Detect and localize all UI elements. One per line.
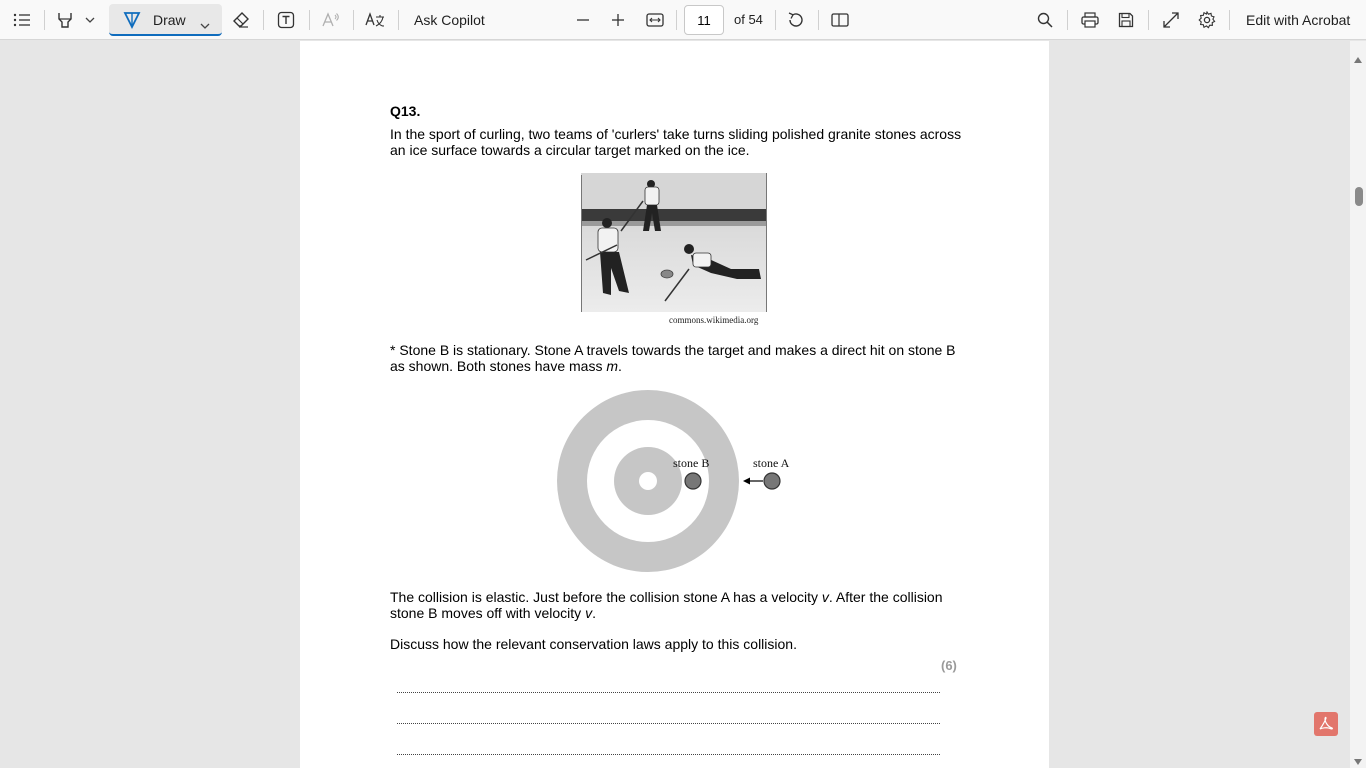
draw-chevron-icon[interactable] [200,16,210,32]
curling-target-diagram [555,387,805,577]
scroll-up-icon[interactable] [1354,50,1362,68]
answer-line[interactable] [397,722,940,724]
draw-button[interactable] [109,4,222,36]
answer-line[interactable] [397,753,940,755]
stone-b [685,473,701,489]
collision-line-2-text: stone B moves off with velocity [390,605,586,621]
fullscreen-icon[interactable] [1161,10,1181,30]
highlight-icon[interactable] [55,10,75,30]
intro-paragraph [390,126,961,158]
collision-line-2 [390,605,943,621]
stone-paragraph [390,342,956,374]
read-aloud-icon[interactable] [321,10,341,30]
stone-line-1: * Stone B is stationary. Stone A travels towards the target and makes a direct hit on stone B [390,342,956,358]
collision-line-1 [390,589,943,605]
intro-line-2: an ice surface towards a circular target marked on the ice. [390,142,750,158]
print-icon[interactable] [1080,10,1100,30]
ask-copilot-button[interactable]: Ask Copilot [414,12,485,28]
zoom-in-icon[interactable] [608,10,628,30]
toolbar-separator [353,10,354,30]
contents-icon[interactable] [12,10,32,30]
toolbar-separator [775,10,776,30]
scrollbar-thumb[interactable] [1355,187,1363,206]
stone-line-2 [390,358,956,374]
discuss-prompt: Discuss how the relevant conservation laws apply to this collision. [390,636,797,652]
acrobat-icon[interactable] [1314,712,1338,736]
page-view-icon[interactable] [830,10,850,30]
save-icon[interactable] [1116,10,1136,30]
stone-b-label: stone B [673,456,710,470]
intro-line-1: In the sport of curling, two teams of 'curlers' take turns sliding polished granite stones across [390,126,962,142]
eraser-icon[interactable] [231,10,251,30]
draw-label: Draw [153,12,186,28]
page-number-input[interactable]: 11 [684,5,724,35]
velocity-symbol: v [585,605,593,621]
velocity-arrow-head [743,478,750,485]
curling-photo [581,173,767,312]
question-number: Q13. [390,103,421,119]
toolbar-separator [1067,10,1068,30]
search-icon[interactable] [1035,10,1055,30]
stone-line-2-text: as shown. Both stones have mass [390,358,607,374]
zoom-out-icon[interactable] [573,10,593,30]
toolbar-separator [676,10,677,30]
pdf-page [300,41,1049,768]
toolbar-separator [44,10,45,30]
mass-symbol: m [606,358,619,374]
scroll-down-icon[interactable] [1354,752,1362,768]
marks-label: (6) [941,658,957,673]
edit-with-acrobat-button[interactable]: Edit with Acrobat [1246,12,1351,28]
toolbar-separator [1148,10,1149,30]
text-box-icon[interactable] [276,10,296,30]
collision-paragraph [390,589,943,621]
stone-a-label: stone A [753,456,790,470]
stone-a [764,473,780,489]
collision-line-1-text: The collision is elastic. Just before the collision stone A has a velocity [390,589,822,605]
toolbar [0,0,1366,40]
toolbar-separator [1229,10,1230,30]
fit-width-icon[interactable] [645,10,665,30]
translate-icon[interactable] [365,10,385,30]
vertical-scrollbar[interactable] [1350,41,1366,768]
toolbar-separator [398,10,399,30]
answer-line[interactable] [397,691,940,693]
chevron-down-icon[interactable] [84,14,96,26]
toolbar-separator [309,10,310,30]
page-total: of 54 [734,12,763,27]
velocity-symbol: v [821,589,829,605]
rotate-icon[interactable] [786,10,806,30]
toolbar-separator [818,10,819,30]
settings-icon[interactable] [1197,10,1217,30]
collision-line-2-end: . [592,605,596,621]
button-center [639,472,657,490]
toolbar-separator [263,10,264,30]
collision-line-1-end: . After the collision [828,589,943,605]
photo-credit: commons.wikimedia.org [669,315,759,325]
stone-line-2-end: . [618,358,622,374]
draw-icon [123,11,141,32]
